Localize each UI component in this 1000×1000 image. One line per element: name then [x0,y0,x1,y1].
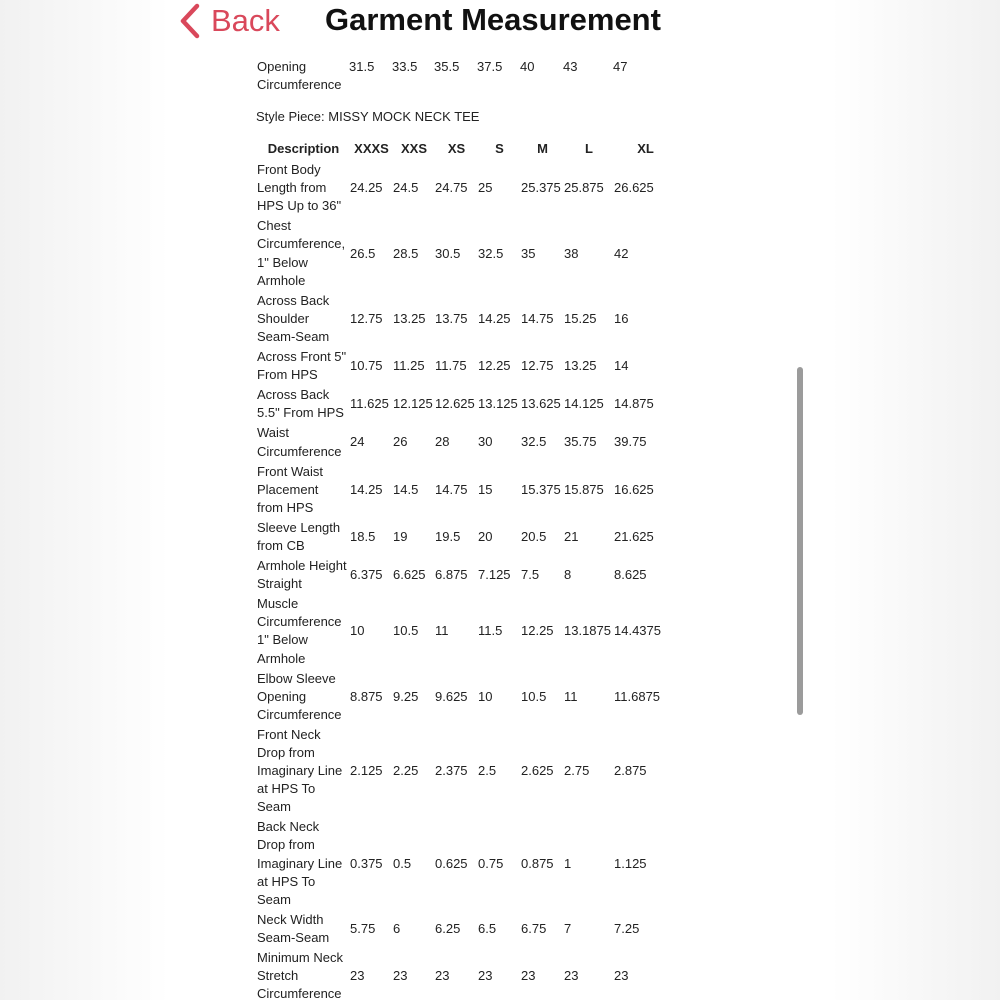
measurement-value-m: 10.5 [521,688,547,704]
measurement-value-xs: 6.25 [435,920,461,936]
measurement-value-s: 15 [478,481,493,497]
table-row [257,594,677,668]
measurement-description: Chest Circumference, 1" Below Armhole [257,218,346,288]
vertical-scrollbar[interactable] [797,367,803,715]
measurement-value-l: 23 [564,968,579,984]
style-piece-label: Style Piece: MISSY MOCK NECK TEE [256,109,480,124]
table-row [257,817,677,909]
measurement-value-xl: 21.625 [614,528,654,544]
measurement-value-xs: 6.875 [435,567,468,583]
measurement-value-m: 13.625 [521,396,561,412]
measurement-value-m: 0.875 [521,855,554,871]
measurement-description: Muscle Circumference 1" Below Armhole [257,596,342,666]
measurement-description: Front Neck Drop from Imaginary Line at HPS To Seam [257,726,343,815]
measurement-value-xl: 14 [614,358,629,374]
column-header-m: M [537,141,548,156]
measurement-value-l: 1 [564,855,572,871]
previous-row-value-xl: 47 [613,59,628,74]
measurement-value-s: 23 [478,968,493,984]
measurement-value-m: 12.75 [521,358,554,374]
measurement-value-xl: 11.6875 [614,688,661,704]
measurement-description: Minimum Neck Stretch Circumference [257,950,343,1000]
measurement-value-xl: 14.4375 [614,623,661,639]
measurement-value-m: 32.5 [521,434,547,450]
measurement-description: Back Neck Drop from Imaginary Line at HPS To Seam [257,819,343,907]
table-row [257,556,677,594]
measurement-value-s: 32.5 [478,245,504,261]
measurement-value-xs: 28 [435,434,450,450]
measurement-value-xl: 16 [614,310,629,326]
measurement-value-xl: 1.125 [614,855,647,871]
measurement-value-l: 21 [564,528,579,544]
measurement-value-xl: 42 [614,245,629,261]
measurement-value-m: 15.375 [521,481,561,497]
measurement-value-xxxs: 2.125 [350,763,383,779]
column-header-s: S [495,141,504,156]
measurement-value-xxs: 11.25 [393,358,425,374]
measurement-value-xxs: 13.25 [393,310,426,326]
measurement-value-xxxs: 8.875 [350,688,383,704]
measurement-value-xxs: 28.5 [393,245,419,261]
page-title: Garment Measurement [325,2,661,37]
back-label: Back [211,3,280,38]
measurement-value-l: 13.1875 [564,623,611,639]
measurement-value-s: 10 [478,688,493,704]
table-row [257,423,677,461]
measurement-value-xxs: 6.625 [393,567,426,583]
column-header-description: Description [267,141,340,156]
measurement-value-s: 7.125 [478,567,511,583]
garment-measurement-table [257,140,677,1000]
measurement-value-xxs: 6 [393,920,401,936]
measurement-value-xs: 13.75 [435,310,468,326]
measurement-value-l: 8 [564,567,572,583]
measurement-value-xs: 19.5 [435,528,461,544]
navigation-bar [165,0,835,44]
column-header-xxxs: XXXS [354,141,389,156]
measurement-value-m: 14.75 [521,310,554,326]
previous-opening-circumference-row [257,58,717,96]
measurement-value-s: 20 [478,528,493,544]
measurement-value-xxxs: 26.5 [350,245,376,261]
measurement-value-xs: 11.75 [435,358,467,374]
table-row [257,518,677,556]
measurement-description: Across Back 5.5" From HPS [257,387,344,421]
measurement-value-s: 25 [478,180,493,196]
measurement-value-xs: 2.375 [435,763,468,779]
app-window [165,0,835,1000]
measurement-value-xxxs: 12.75 [350,310,383,326]
measurement-description: Armhole Height Straight [257,558,347,592]
measurement-value-xxxs: 24 [350,434,365,450]
measurement-value-xxxs: 5.75 [350,920,376,936]
measurement-value-xxxs: 10 [350,623,365,639]
measurement-value-l: 7 [564,920,572,936]
measurement-value-xxs: 10.5 [393,623,419,639]
measurement-value-xs: 0.625 [435,855,468,871]
measurement-description: Waist Circumference [257,425,342,459]
measurement-value-m: 6.75 [521,920,547,936]
column-header-xxs: XXS [400,141,427,156]
measurement-value-xl: 39.75 [614,434,647,450]
measurement-value-xxs: 9.25 [393,688,419,704]
previous-row-value-s: 37.5 [477,59,503,74]
measurement-value-s: 2.5 [478,763,497,779]
measurement-value-xxs: 2.25 [393,763,419,779]
table-row [257,291,677,347]
measurement-value-xl: 16.625 [614,481,654,497]
measurement-value-xxs: 24.5 [393,180,419,196]
measurement-value-m: 12.25 [521,623,554,639]
measurement-description: Across Front 5" From HPS [257,349,347,383]
measurement-value-s: 14.25 [478,310,511,326]
previous-row-label: Opening Circumference [257,59,342,92]
measurement-value-l: 11 [564,688,578,704]
measurement-value-m: 35 [521,245,536,261]
measurement-value-xxs: 12.125 [393,396,433,412]
measurement-value-xl: 2.875 [614,763,647,779]
measurement-value-xxxs: 6.375 [350,567,383,583]
measurement-value-m: 2.625 [521,763,554,779]
measurement-value-m: 7.5 [521,567,540,583]
measurement-value-l: 15.875 [564,481,604,497]
measurement-value-m: 23 [521,968,536,984]
table-row [257,725,677,817]
measurement-value-xxs: 23 [393,968,408,984]
table-row [257,347,677,385]
measurement-value-xs: 30.5 [435,245,461,261]
previous-row-value-xs: 35.5 [434,59,460,74]
measurement-value-xs: 11 [435,623,449,639]
previous-row-value-xxs: 33.5 [392,59,418,74]
table-row [257,669,677,725]
measurement-value-xxs: 26 [393,434,408,450]
measurement-value-s: 11.5 [478,623,503,639]
measurement-value-xl: 7.25 [614,920,640,936]
measurement-value-l: 2.75 [564,763,590,779]
measurement-value-s: 30 [478,434,493,450]
column-header-xs: XS [447,141,466,156]
measurement-value-s: 13.125 [478,396,518,412]
measurement-value-xxxs: 23 [350,968,365,984]
table-row [257,910,677,948]
measurement-value-xxxs: 14.25 [350,481,383,497]
back-button[interactable] [177,2,280,40]
measurement-value-l: 25.875 [564,180,604,196]
measurement-value-s: 12.25 [478,358,511,374]
measurement-description: Elbow Sleeve Opening Circumference [257,670,342,722]
table-row [257,462,677,518]
measurement-value-xs: 23 [435,968,450,984]
column-header-xl: XL [637,141,654,156]
measurement-value-xs: 12.625 [435,396,475,412]
measurement-description: Sleeve Length from CB [257,519,341,553]
table-row [257,385,677,423]
measurement-value-l: 15.25 [564,310,597,326]
measurement-value-xxs: 14.5 [393,481,419,497]
previous-row-value-l: 43 [563,59,578,74]
measurement-description: Neck Width Seam-Seam [257,911,330,945]
measurement-value-xxxs: 18.5 [350,528,376,544]
measurement-value-xs: 14.75 [435,481,468,497]
measurement-value-xl: 23 [614,968,629,984]
measurement-value-l: 13.25 [564,358,597,374]
measurement-value-l: 35.75 [564,434,597,450]
table-row [257,948,677,1000]
measurement-value-xxxs: 24.25 [350,180,383,196]
column-header-l: L [585,141,593,156]
measurement-content [165,0,835,1000]
measurement-value-xs: 9.625 [435,688,468,704]
measurement-description: Front Body Length from HPS Up to 36" [257,162,342,214]
measurement-value-xl: 8.625 [614,567,647,583]
measurement-value-s: 0.75 [478,855,504,871]
measurement-value-xxxs: 11.625 [350,396,389,412]
measurement-value-xxxs: 0.375 [350,855,383,871]
measurement-value-m: 25.375 [521,180,561,196]
measurement-description: Front Waist Placement from HPS [257,463,323,515]
measurement-value-l: 14.125 [564,396,604,412]
measurement-description: Across Back Shoulder Seam-Seam [257,292,330,344]
measurement-value-xs: 24.75 [435,180,468,196]
measurement-value-xl: 14.875 [614,396,654,412]
measurement-value-xl: 26.625 [614,180,654,196]
measurement-value-xxs: 19 [393,528,408,544]
table-row [257,216,677,290]
measurement-value-xxxs: 10.75 [350,358,383,374]
table-header-row [257,140,677,160]
previous-row-value-m: 40 [520,59,535,74]
measurement-value-xxs: 0.5 [393,855,412,871]
chevron-left-icon [177,2,201,40]
measurement-value-m: 20.5 [521,528,547,544]
measurement-value-s: 6.5 [478,920,497,936]
table-row [257,160,677,216]
previous-row-value-xxxs: 31.5 [349,59,375,74]
measurement-value-l: 38 [564,245,579,261]
